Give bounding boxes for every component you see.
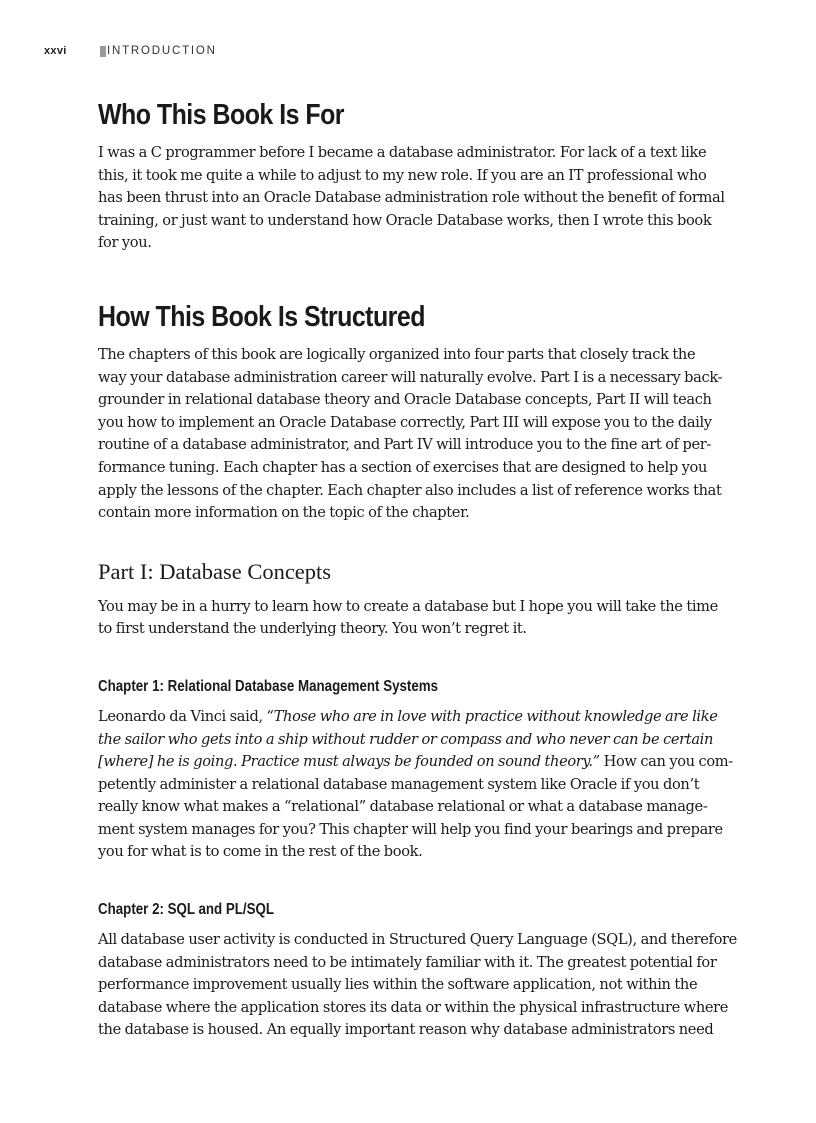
text-line: apply the lessons of the chapter. Each chapter also includes a list of reference works that	[98, 481, 722, 499]
quote-text: [where] he is going. Practice must always be founded on sound theory.”	[98, 753, 600, 771]
text-line: database where the application stores its data or within the physical infrastructure where	[98, 998, 729, 1016]
text-line: All database user activity is conducted in Structured Query Language (SQL), and therefore	[98, 931, 737, 949]
text-line: routine of a database administrator, and Part IV will introduce you to the fine art of per-	[98, 436, 711, 454]
text-line: this, it took me quite a while to adjust to my new role. If you are an IT professional who	[98, 166, 707, 184]
text-line: grounder in relational database theory and Oracle Database concepts, Part II will teach	[98, 391, 712, 409]
heading-chapter-2: Chapter 2: SQL and PL/SQL	[98, 901, 275, 919]
quote-text: the sailor who gets into a ship without rudder or compass and who never can be certain	[98, 730, 714, 748]
page-number: xxvi	[44, 45, 67, 57]
heading-how-this-book-is-structured: How This Book Is Structured	[98, 300, 425, 333]
paragraph-who-this-book-is-for	[98, 142, 728, 255]
text-line	[98, 706, 728, 729]
heading-part-1-database-concepts: Part I: Database Concepts	[98, 558, 332, 584]
paragraph-part-1	[98, 596, 728, 641]
text-line: formance tuning. Each chapter has a section of exercises that are designed to help you	[98, 458, 708, 476]
heading-who-this-book-is-for: Who This Book Is For	[98, 99, 345, 131]
paragraph-how-this-book-is-structured	[98, 344, 728, 525]
text-line: way your database administration career will naturally evolve. Part I is a necessary back-	[98, 368, 723, 386]
running-head	[44, 43, 217, 59]
text-line: performance improvement usually lies within the software application, not within the	[98, 976, 698, 994]
heading-chapter-1: Chapter 1: Relational Database Management Systems	[98, 677, 439, 695]
text-run: How can you com-	[599, 753, 733, 771]
running-head-section: INTRODUCTION	[107, 45, 217, 57]
text-line: for you.	[98, 234, 152, 252]
text-line: ment system manages for you? This chapter will help you find your bearings and prepare	[98, 820, 723, 838]
text-line: I was a C programmer before I became a database administrator. For lack of a text like	[98, 144, 707, 161]
paragraph-chapter-2	[98, 929, 737, 1042]
text-line: the database is housed. An equally important reason why database administrators need	[98, 1021, 714, 1039]
text-run: Leonardo da Vinci said,	[98, 707, 267, 725]
text-line: to first understand the underlying theory. You won’t regret it.	[98, 620, 527, 638]
text-line: database administrators need to be intimately familiar with it. The greatest potential for	[98, 953, 717, 971]
text-line: The chapters of this book are logically organized into four parts that closely track the	[98, 345, 696, 363]
text-line: has been thrust into an Oracle Database administration role without the benefit of formal	[98, 189, 725, 207]
text-line: you how to implement an Oracle Database correctly, Part III will expose you to the daily	[98, 413, 712, 431]
text-line: petently administer a relational database management system like Oracle if you don’t	[98, 775, 700, 793]
page-content	[98, 95, 737, 1042]
text-line: training, or just want to understand how Oracle Database works, then I wrote this book	[98, 211, 712, 229]
paragraph-chapter-1	[98, 706, 733, 864]
text-line: really know what makes a “relational” database relational or what a database manage-	[98, 798, 708, 816]
text-line: you for what is to come in the rest of the book.	[98, 843, 423, 861]
section-marker	[100, 46, 106, 57]
text-line	[98, 729, 728, 752]
text-line: You may be in a hurry to learn how to create a database but I hope you will take the time	[98, 597, 718, 615]
text-line	[98, 751, 733, 774]
text-line: contain more information on the topic of the chapter.	[98, 504, 470, 522]
quote-text: “Those who are in love with practice without knowledge are like	[266, 707, 718, 725]
